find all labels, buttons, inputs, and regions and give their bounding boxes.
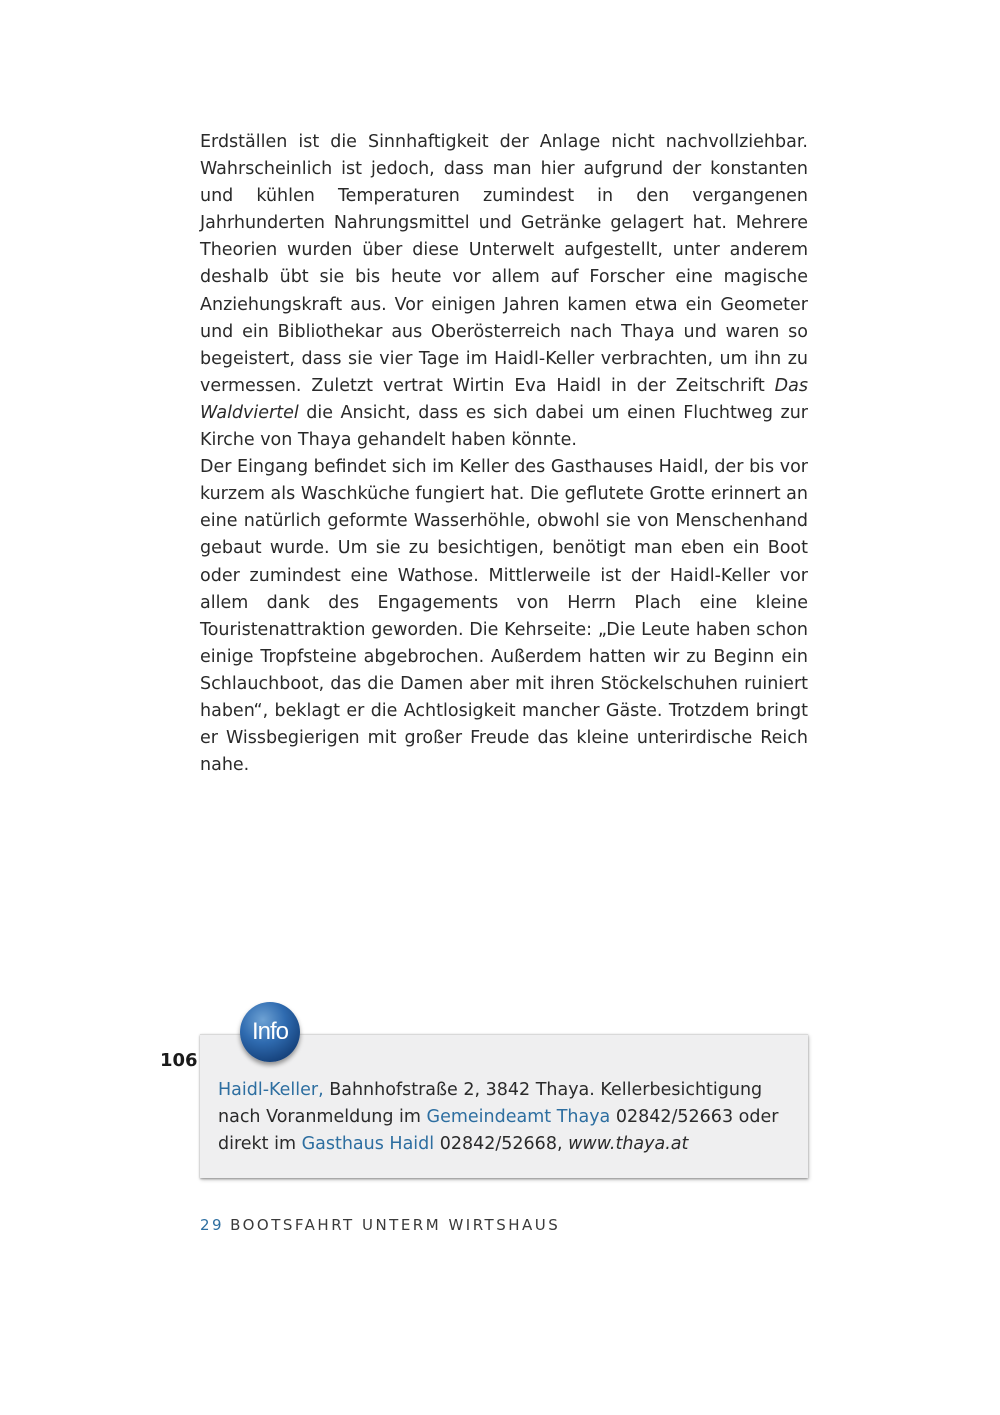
paragraph-text: die Ansicht, dass es sich dabei um einen Fluchtweg zur Kirche von Thaya gehandelt haben könnte. <box>200 402 808 451</box>
inn-name: Gasthaus Haidl <box>301 1134 435 1154</box>
chapter-title: BOOTSFAHRT UNTERM WIRTSHAUS <box>230 1216 561 1234</box>
info-text <box>218 1077 803 1158</box>
article-body <box>200 129 808 779</box>
website-link[interactable]: www.thaya.at <box>568 1134 689 1154</box>
office-phone-text: 02842/52663 oder direkt im <box>218 1107 779 1154</box>
paragraph <box>200 129 808 454</box>
address-text: Bahnhofstraße 2, 3842 Thaya. Kellerbesichtigung nach Voranmeldung im <box>218 1080 763 1127</box>
chapter-footer <box>200 1216 560 1234</box>
office-name: Gemeindeamt Thaya <box>426 1107 611 1127</box>
venue-name: Haidl-Keller, <box>218 1080 324 1100</box>
page-number: 106 <box>160 1050 198 1071</box>
paragraph: Der Eingang befindet sich im Keller des Gasthauses Haidl, der bis vor kurzem als Waschküche fungiert hat. Die geflutete Grotte erinnert an eine natürlich geformte Wasserhöhle, obwohl sie von Menschenhand gebaut wurde. Um sie zu besichtigen, benötigt man eben ein Boot oder zumindest eine Wathose. Mittlerweile ist der Haidl-Keller vor allem dank des Engagements von Herrn Plach eine kleine Touristenattraktion geworden. Die Kehrseite: „Die Leute haben schon einige Tropfsteine abgebrochen. Außerdem hatten wir zu Beginn ein Schlauchboot, das die Damen aber mit ihren Stöckelschuhen ruiniert haben“, beklagt er die Achtlosigkeit mancher Gäste. Trotzdem bringt er Wissbegierigen mit großer Freude das kleine unterirdische Reich nahe. <box>200 457 808 776</box>
info-badge: Info <box>240 1002 300 1062</box>
inn-phone-text: 02842/52668, <box>434 1134 569 1154</box>
chapter-number: 29 <box>200 1216 225 1234</box>
paragraph-text: Erdställen ist die Sinnhaftigkeit der Anlage nicht nachvollziehbar. Wahrscheinlich ist jedoch, dass man hier aufgrund der konstanten und kühlen Temperaturen zumindest in den vergangenen Jahrhunderten Nahrungsmittel und Getränke gelagert hat. Mehrere Theorien wurden über diese Unterwelt aufgestellt, unter anderem deshalb übt sie bis heute vor allem auf Forscher eine magische Anziehungskraft aus. Vor einigen Jahren kamen etwa ein Geometer und ein Bibliothekar aus Oberösterreich nach Thaya und waren so begeistert, dass sie vier Tage im Haidl-Keller verbrachten, um ihn zu vermessen. Zuletzt vertrat Wirtin Eva Haidl in der Zeitschrift <box>200 132 808 396</box>
magazine-title: Das Waldviertel <box>200 375 808 423</box>
